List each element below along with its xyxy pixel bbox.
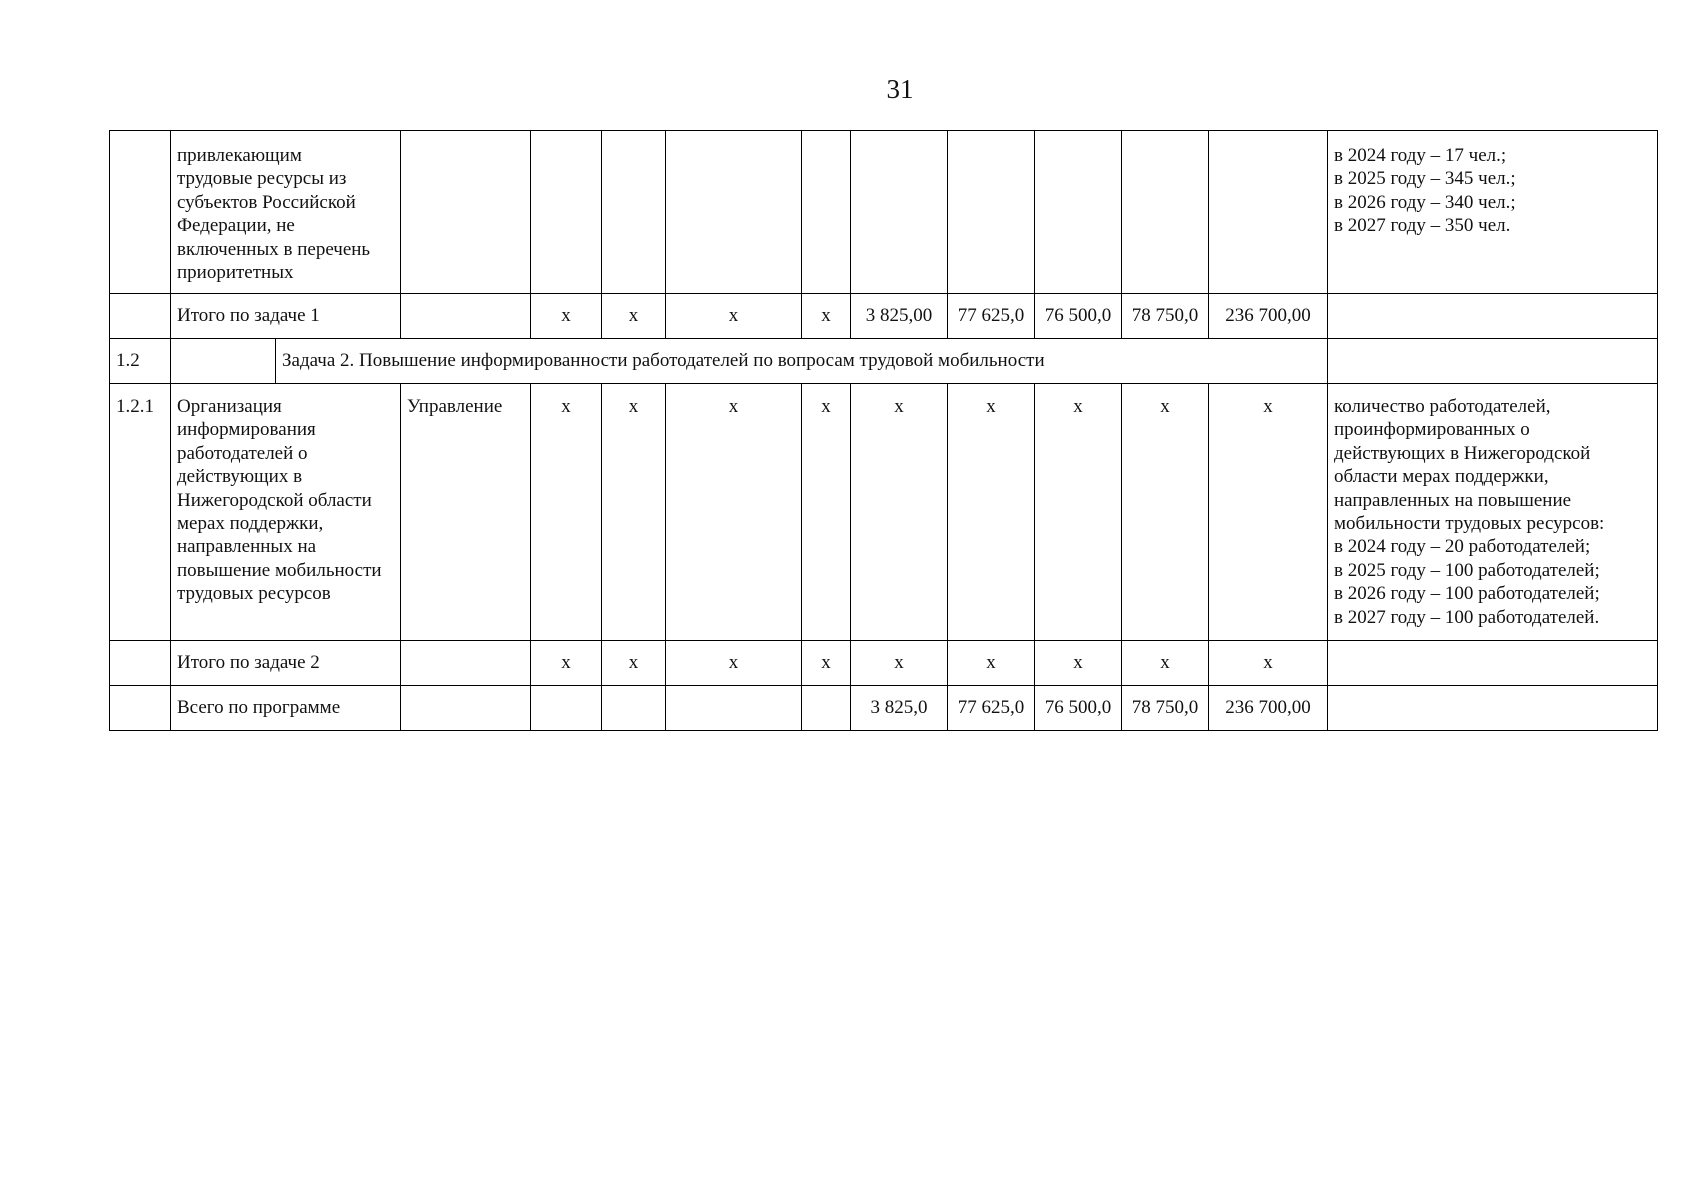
cell-executor [401, 131, 531, 294]
cell-num [110, 294, 171, 339]
cell-amount-total [1209, 131, 1328, 294]
cell-amount-4: x [1122, 384, 1209, 641]
table-row-program-total [110, 686, 1658, 731]
cell-indicator [1328, 294, 1658, 339]
cell-code-1: x [531, 641, 602, 686]
cell-code-3: x [666, 384, 802, 641]
cell-amount-3: x [1035, 384, 1122, 641]
cell-amount-total: x [1209, 641, 1328, 686]
cell-amount-2: 77 625,0 [948, 686, 1035, 731]
cell-amount-4: 78 750,0 [1122, 294, 1209, 339]
cell-code-1: x [531, 294, 602, 339]
activity-name-line: мерах поддержки, [177, 513, 324, 535]
cell-amount-total: x [1209, 384, 1328, 641]
cell-empty [171, 339, 276, 384]
cell-code-4 [802, 131, 851, 294]
table-row-total-task-2 [110, 641, 1658, 686]
indicator-line: в 2026 году – 100 работодателей; [1334, 583, 1600, 605]
cell-indicator [1328, 641, 1658, 686]
activity-name-line: информирования [177, 419, 316, 441]
cell-amount-1: 3 825,00 [851, 294, 948, 339]
cell-code-4: x [802, 641, 851, 686]
cell-code-1: x [531, 384, 602, 641]
cell-amount-3: 76 500,0 [1035, 686, 1122, 731]
cell-amount-2: 77 625,0 [948, 294, 1035, 339]
cell-amount-3: x [1035, 641, 1122, 686]
cell-total-label: Итого по задаче 1 [171, 294, 401, 339]
cell-amount-1: x [851, 384, 948, 641]
cell-code-1 [531, 131, 602, 294]
activity-name-line: Организация [177, 396, 282, 417]
cell-num: 1.2 [110, 339, 171, 384]
cell-amount-total: 236 700,00 [1209, 686, 1328, 731]
activity-name-line: направленных на [177, 536, 317, 558]
indicator-line: в 2027 году – 100 работодателей. [1334, 606, 1600, 628]
cell-num: 1.2.1 [110, 384, 171, 641]
cell-executor [401, 294, 531, 339]
table-row-total-task-1 [110, 294, 1658, 339]
indicator-line: проинформированных о [1334, 419, 1530, 441]
cell-num [110, 641, 171, 686]
cell-code-3 [666, 686, 802, 731]
indicator-line: в 2027 году – 350 чел. [1334, 215, 1511, 237]
table-row-item-1-2-1 [110, 384, 1658, 641]
indicator-line: направленных на повышение [1334, 489, 1572, 511]
cell-code-3: x [666, 641, 802, 686]
cell-total-label: Всего по программе [171, 686, 401, 731]
cell-amount-4: 78 750,0 [1122, 686, 1209, 731]
table-row-continued [110, 131, 1658, 294]
cell-amount-3 [1035, 131, 1122, 294]
cell-code-4: x [802, 384, 851, 641]
activity-name-line: Федерации, не [177, 215, 295, 237]
indicator-line: в 2025 году – 345 чел.; [1334, 168, 1516, 190]
activity-name-line: трудовые ресурсы из [177, 168, 347, 190]
indicator-line: в 2024 году – 17 чел.; [1334, 145, 1507, 166]
cell-executor: Управление [401, 384, 531, 641]
cell-code-2 [602, 686, 666, 731]
table-row-task-2-header [110, 339, 1658, 384]
cell-code-1 [531, 686, 602, 731]
cell-indicator [1328, 384, 1658, 641]
indicator-line: в 2026 году – 340 чел.; [1334, 191, 1516, 213]
cell-indicator [1328, 131, 1658, 294]
activity-name-line: работодателей о [177, 442, 308, 464]
activity-name-line: привлекающим [177, 145, 302, 166]
cell-amount-1 [851, 131, 948, 294]
cell-num [110, 131, 171, 294]
indicator-line: количество работодателей, [1334, 396, 1551, 417]
cell-amount-4 [1122, 131, 1209, 294]
cell-amount-1: 3 825,0 [851, 686, 948, 731]
program-activities-table [109, 130, 1658, 731]
indicator-line: области мерах поддержки, [1334, 466, 1549, 488]
cell-amount-3: 76 500,0 [1035, 294, 1122, 339]
indicator-line: в 2024 году – 20 работодателей; [1334, 536, 1591, 558]
cell-amount-2: x [948, 641, 1035, 686]
cell-code-4: x [802, 294, 851, 339]
cell-num [110, 686, 171, 731]
cell-code-2: x [602, 384, 666, 641]
cell-indicator [1328, 339, 1658, 384]
indicator-line: действующих в Нижегородской [1334, 442, 1591, 464]
cell-code-2 [602, 131, 666, 294]
activity-name-line: субъектов Российской [177, 191, 356, 213]
activity-name-line: трудовых ресурсов [177, 583, 331, 605]
cell-amount-2: x [948, 384, 1035, 641]
activity-name-line: приоритетных [177, 262, 294, 284]
cell-indicator [1328, 686, 1658, 731]
cell-amount-total: 236 700,00 [1209, 294, 1328, 339]
cell-amount-4: x [1122, 641, 1209, 686]
cell-executor [401, 641, 531, 686]
cell-amount-2 [948, 131, 1035, 294]
cell-code-2: x [602, 294, 666, 339]
cell-activity-name [171, 131, 401, 294]
cell-code-2: x [602, 641, 666, 686]
cell-code-3: x [666, 294, 802, 339]
activity-name-line: повышение мобильности [177, 559, 382, 581]
activity-name-line: включенных в перечень [177, 238, 371, 260]
page-number: 31 [886, 74, 914, 104]
indicator-line: в 2025 году – 100 работодателей; [1334, 559, 1600, 581]
cell-code-4 [802, 686, 851, 731]
cell-task-title: Задача 2. Повышение информированности работодателей по вопросам трудовой мобильности [276, 339, 1328, 384]
indicator-line: мобильности трудовых ресурсов: [1334, 513, 1605, 535]
activity-name-line: действующих в [177, 466, 303, 488]
cell-total-label: Итого по задаче 2 [171, 641, 401, 686]
cell-executor [401, 686, 531, 731]
cell-amount-1: x [851, 641, 948, 686]
activity-name-line: Нижегородской области [177, 489, 372, 511]
cell-code-3 [666, 131, 802, 294]
cell-activity-name [171, 384, 401, 641]
